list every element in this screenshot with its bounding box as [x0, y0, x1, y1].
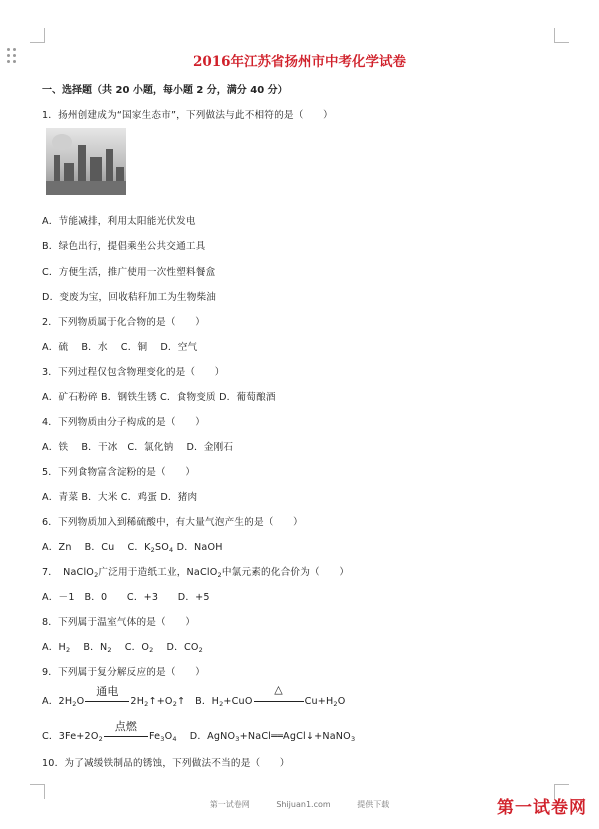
- question-8: 8．下列属于温室气体的是（ ）: [42, 617, 196, 628]
- options-6: A．Zn B．Cu C．$K_2SO_4$ D．NaOH: [42, 542, 223, 554]
- page-title: 2016年江苏省扬州市中考化学试卷: [192, 54, 407, 70]
- question-9: 9．下列属于复分解反应的是（ ）: [42, 667, 206, 678]
- options-9ab: A．$2H_2O$ 通电 $2H_2↑+O_2↑$ B．$H_2+CuO$ △ $Cu+H_2O$: [42, 683, 346, 708]
- footer-download-text: 提供下载: [357, 800, 390, 809]
- question-3: 3．下列过程仅包含物理变化的是（ ）: [42, 367, 225, 378]
- condition-heat: △: [274, 683, 283, 696]
- options-4: A．铁 B．干冰 C．氯化钠 D．金刚石: [42, 442, 234, 453]
- section-heading: 一、选择题（共 20 小题，每小题 2 分，满分 40 分）: [42, 85, 288, 96]
- crop-mark-top-right: [554, 28, 569, 43]
- options-5: A．青菜 B．大米 C．鸡蛋 D．猪肉: [42, 492, 198, 503]
- city-pollution-image: [46, 128, 126, 195]
- condition-ignite: 点燃: [114, 720, 138, 733]
- option-1b: B．绿色出行，提倡乘坐公共交通工具: [42, 241, 206, 252]
- question-10: 10．为了减缓铁制品的锈蚀，下列做法不当的是（ ）: [42, 758, 290, 769]
- crop-mark-top-left: [30, 28, 45, 43]
- options-2: A．硫 B．水 C．铜 D．空气: [42, 342, 198, 353]
- question-7: 7． NaClO$_2$广泛用于造纸工业，NaClO$_2$中氯元素的化合价为（ ）: [42, 567, 350, 579]
- options-3: A．矿石粉碎 B．钢铁生锈 C．食物变质 D．葡萄酿酒: [42, 392, 276, 403]
- option-1a: A．节能减排，利用太阳能光伏发电: [42, 216, 196, 227]
- site-logo: 第一试卷网: [497, 798, 587, 818]
- options-9cd: C．$3Fe+2O_2$ 点燃 $Fe_3O_4$ D．AgNO$_3$+NaCl══AgCl↓+NaNO$_3$: [42, 720, 356, 743]
- crop-mark-bottom-left: [30, 784, 45, 799]
- question-1: 1．扬州创建成为“国家生态市”，下列做法与此不相符的是（ ）: [42, 110, 333, 121]
- condition-electrolysis: 通电: [96, 685, 119, 698]
- footer-site-name: 第一试卷网: [209, 800, 250, 809]
- footer-site-url[interactable]: Shijuan1.com: [276, 800, 331, 809]
- question-4: 4．下列物质由分子构成的是（ ）: [42, 417, 206, 428]
- question-2: 2．下列物质属于化合物的是（ ）: [42, 317, 206, 328]
- options-8: A．$H_2$ B．$N_2$ C．$O_2$ D．$CO_2$: [42, 642, 203, 654]
- option-1c: C．方便生活，推广使用一次性塑料餐盒: [42, 267, 216, 278]
- options-7: A．－1 B．0 C．+3 D．+5: [42, 592, 210, 603]
- option-1d: D．变废为宝，回收秸秆加工为生物柴油: [42, 292, 217, 303]
- question-6: 6．下列物质加入到稀硫酸中，有大量气泡产生的是（ ）: [42, 517, 303, 528]
- question-5: 5．下列食物富含淀粉的是（ ）: [42, 467, 196, 478]
